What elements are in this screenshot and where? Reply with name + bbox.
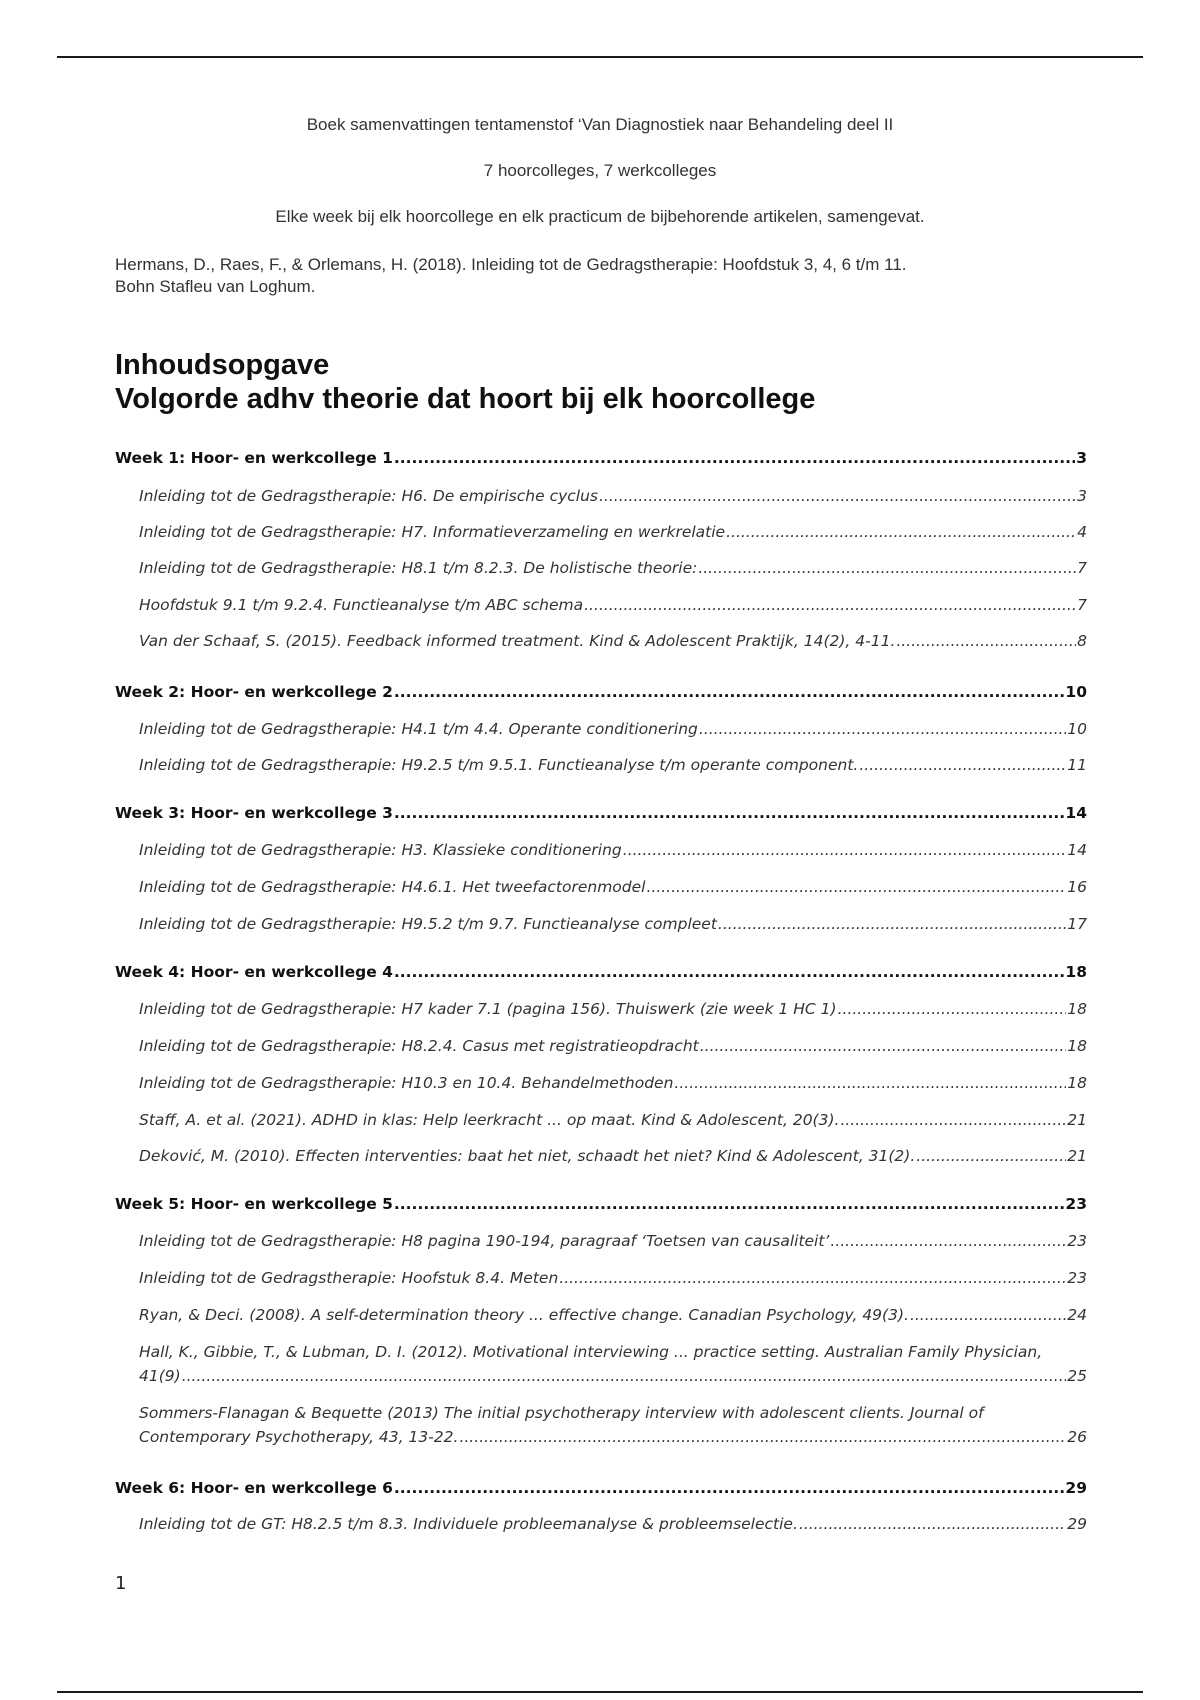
toc-entry-title: Ryan, & Deci. (2008). A self-determination theory ... effective change. Canadian Psychology, 49(3). (139, 1306, 909, 1324)
toc-page-number: 4 (1077, 523, 1087, 541)
toc-page-number: 23 (1067, 1269, 1087, 1287)
toc-page-number: 11 (1067, 756, 1087, 774)
intro-subtitle-line: 7 hoorcolleges, 7 werkcolleges (483, 161, 717, 180)
toc-entry-title: Inleiding tot de Gedragstherapie: H9.5.2 t/m 9.7. Functieanalyse compleet (139, 915, 717, 933)
toc-entry[interactable] (139, 520, 1087, 544)
toc-entry-title: Inleiding tot de Gedragstherapie: H3. Klassieke conditionering (139, 841, 622, 859)
reference-line-2: Bohn Stafleu van Loghum. (115, 277, 316, 296)
toc-page-number: 29 (1067, 1515, 1087, 1533)
toc-page-number: 7 (1077, 559, 1087, 577)
toc-page-number: 18 (1065, 963, 1087, 981)
toc-page-number: 18 (1067, 1000, 1087, 1018)
toc-entry-two-line[interactable] (139, 1401, 1087, 1449)
toc-entry-title: Inleiding tot de GT: H8.2.5 t/m 8.3. Individuele probleemanalyse & probleemselectie. (139, 1515, 798, 1533)
toc-dot-leader (599, 484, 1076, 508)
header-rule (57, 56, 1143, 58)
toc-entry-title: Inleiding tot de Gedragstherapie: H7 kader 7.1 (pagina 156). Thuiswerk (zie week 1 HC 1) (139, 1000, 837, 1018)
toc-dot-leader (394, 801, 1065, 825)
toc-dot-leader (840, 1108, 1066, 1132)
toc-week-3[interactable] (115, 801, 1087, 825)
toc-entry[interactable] (139, 1266, 1087, 1290)
toc-page-number: 8 (1077, 632, 1087, 650)
toc-dot-leader (584, 593, 1076, 617)
toc-dot-leader (799, 1512, 1066, 1536)
toc-page-number: 21 (1067, 1111, 1087, 1129)
toc-entry[interactable] (139, 875, 1087, 899)
toc-page-number: 14 (1067, 841, 1087, 859)
toc-heading-title: Inhoudsopgave (115, 349, 330, 381)
toc-entry-title: Inleiding tot de Gedragstherapie: H8 pagina 190-194, paragraaf ‘Toetsen van causaliteit’ (139, 1232, 830, 1250)
toc-dot-leader (394, 1192, 1065, 1216)
toc-page-number: 24 (1067, 1306, 1087, 1324)
toc-entry-title: Staff, A. et al. (2021). ADHD in klas: Help leerkracht ... op maat. Kind & Adolescent, 20(3). (139, 1111, 840, 1129)
toc-entry-two-line[interactable] (139, 1340, 1087, 1388)
toc-entry-title: Week 5: Hoor- en werkcollege 5 (115, 1195, 393, 1213)
toc-entry-continuation (139, 1364, 1087, 1388)
toc-page-number: 7 (1077, 596, 1087, 614)
toc-entry[interactable] (139, 629, 1087, 653)
reference-line-1: Hermans, D., Raes, F., & Orlemans, H. (2018). Inleiding tot de Gedragstherapie: Hoofdstuk 3, 4, 6 t/m 11. (115, 255, 907, 274)
toc-entry-title: Inleiding tot de Gedragstherapie: H10.3 en 10.4. Behandelmethoden (139, 1074, 674, 1092)
toc-entry-title: Van der Schaaf, S. (2015). Feedback informed treatment. Kind & Adolescent Praktijk, 14(2), 4-11. (139, 632, 896, 650)
toc-dot-leader (699, 717, 1066, 741)
toc-entry-title: Inleiding tot de Gedragstherapie: H7. Informatieverzameling en werkrelatie (139, 523, 726, 541)
toc-entry-title: Inleiding tot de Gedragstherapie: H4.1 t/m 4.4. Operante conditionering (139, 720, 698, 738)
toc-entry-title: Week 1: Hoor- en werkcollege 1 (115, 449, 393, 467)
toc-week-1[interactable] (115, 446, 1087, 470)
toc-page-number: 3 (1077, 487, 1087, 505)
toc-page-number: 18 (1067, 1074, 1087, 1092)
toc-dot-leader (830, 1229, 1066, 1253)
toc-entry[interactable] (139, 1071, 1087, 1095)
toc-entry-title: Inleiding tot de Gedragstherapie: Hoofstuk 8.4. Meten (139, 1269, 559, 1287)
toc-page-number: 23 (1065, 1195, 1087, 1213)
toc-entry[interactable] (139, 556, 1087, 580)
toc-page-number: 17 (1067, 915, 1087, 933)
toc-page-number: 10 (1065, 683, 1087, 701)
toc-entry[interactable] (139, 838, 1087, 862)
toc-dot-leader (838, 997, 1067, 1021)
toc-entry[interactable] (139, 1229, 1087, 1253)
toc-week-2[interactable] (115, 680, 1087, 704)
toc-page-number: 23 (1067, 1232, 1087, 1250)
toc-dot-leader (718, 912, 1066, 936)
toc-dot-leader (394, 446, 1075, 470)
toc-page-number: 21 (1067, 1147, 1087, 1165)
toc-entry[interactable] (139, 717, 1087, 741)
toc-week-5[interactable] (115, 1192, 1087, 1216)
toc-week-4[interactable] (115, 960, 1087, 984)
toc-page-number: 26 (1067, 1428, 1087, 1446)
toc-entry-title-continued: 41(9) (139, 1367, 181, 1385)
toc-dot-leader (646, 875, 1066, 899)
toc-entry-title: Inleiding tot de Gedragstherapie: H8.2.4. Casus met registratieopdracht (139, 1037, 699, 1055)
toc-dot-leader (916, 1144, 1066, 1168)
toc-entry[interactable] (139, 1034, 1087, 1058)
toc-page-number: 3 (1076, 449, 1087, 467)
toc-dot-leader (394, 960, 1065, 984)
toc-entry-title: Inleiding tot de Gedragstherapie: H9.2.5 t/m 9.5.1. Functieanalyse t/m operante component. (139, 756, 859, 774)
toc-entry[interactable] (139, 753, 1087, 777)
toc-entry-title: Week 2: Hoor- en werkcollege 2 (115, 683, 393, 701)
toc-dot-leader (726, 520, 1076, 544)
footer-rule (57, 1691, 1143, 1693)
toc-dot-leader (623, 838, 1066, 862)
toc-dot-leader (674, 1071, 1066, 1095)
toc-entry[interactable] (139, 1512, 1087, 1536)
toc-entry[interactable] (139, 593, 1087, 617)
toc-entry-continuation (139, 1425, 1087, 1449)
toc-entry[interactable] (139, 997, 1087, 1021)
toc-dot-leader (394, 680, 1065, 704)
toc-entry-title: Week 4: Hoor- en werkcollege 4 (115, 963, 393, 981)
intro-title-line: Boek samenvattingen tentamenstof ‘Van Diagnostiek naar Behandeling deel II (306, 115, 894, 134)
toc-dot-leader (700, 1034, 1067, 1058)
toc-page-number: 25 (1067, 1367, 1087, 1385)
toc-entry-title-continued: Contemporary Psychotherapy, 43, 13-22. (139, 1428, 459, 1446)
toc-entry[interactable] (139, 1144, 1087, 1168)
toc-entry-title: Week 3: Hoor- en werkcollege 3 (115, 804, 393, 822)
toc-dot-leader (910, 1303, 1066, 1327)
intro-description-line: Elke week bij elk hoorcollege en elk practicum de bijbehorende artikelen, samengevat. (275, 207, 925, 226)
toc-entry-title: Sommers-Flanagan & Bequette (2013) The initial psychotherapy interview with adolescent clients. Journal of (139, 1404, 984, 1422)
toc-dot-leader (459, 1425, 1066, 1449)
toc-page-number: 18 (1067, 1037, 1087, 1055)
toc-dot-leader (559, 1266, 1066, 1290)
toc-entry-title: Inleiding tot de Gedragstherapie: H8.1 t/m 8.2.3. De holistische theorie: (139, 559, 698, 577)
toc-heading (115, 348, 815, 416)
toc-page-number: 10 (1067, 720, 1087, 738)
toc-dot-leader (394, 1476, 1065, 1500)
toc-dot-leader (859, 753, 1066, 777)
toc-entry-title: Hoofdstuk 9.1 t/m 9.2.4. Functieanalyse t/m ABC schema (139, 596, 584, 614)
toc-week-6[interactable] (115, 1476, 1087, 1500)
toc-entry-title: Inleiding tot de Gedragstherapie: H4.6.1. Het tweefactorenmodel (139, 878, 646, 896)
toc-page-number: 14 (1065, 804, 1087, 822)
toc-dot-leader (896, 629, 1076, 653)
toc-entry[interactable] (139, 912, 1087, 936)
toc-entry[interactable] (139, 1108, 1087, 1132)
toc-entry-title: Hall, K., Gibbie, T., & Lubman, D. I. (2012). Motivational interviewing ... practice setting. Australian Family Physician, (139, 1343, 1043, 1361)
toc-page-number: 29 (1065, 1479, 1087, 1497)
toc-dot-leader (182, 1364, 1067, 1388)
toc-dot-leader (698, 556, 1076, 580)
toc-entry[interactable] (139, 484, 1087, 508)
toc-heading-subtitle: Volgorde adhv theorie dat hoort bij elk hoorcollege (115, 383, 816, 415)
toc-entry[interactable] (139, 1303, 1087, 1327)
toc-entry-title: Deković, M. (2010). Effecten interventies: baat het niet, schaadt het niet? Kind & Adolescent, 31(2). (139, 1147, 916, 1165)
toc-page-number: 16 (1067, 878, 1087, 896)
page-number: 1 (115, 1573, 127, 1594)
toc-entry-title: Inleiding tot de Gedragstherapie: H6. De empirische cyclus (139, 487, 598, 505)
toc-entry-title: Week 6: Hoor- en werkcollege 6 (115, 1479, 393, 1497)
